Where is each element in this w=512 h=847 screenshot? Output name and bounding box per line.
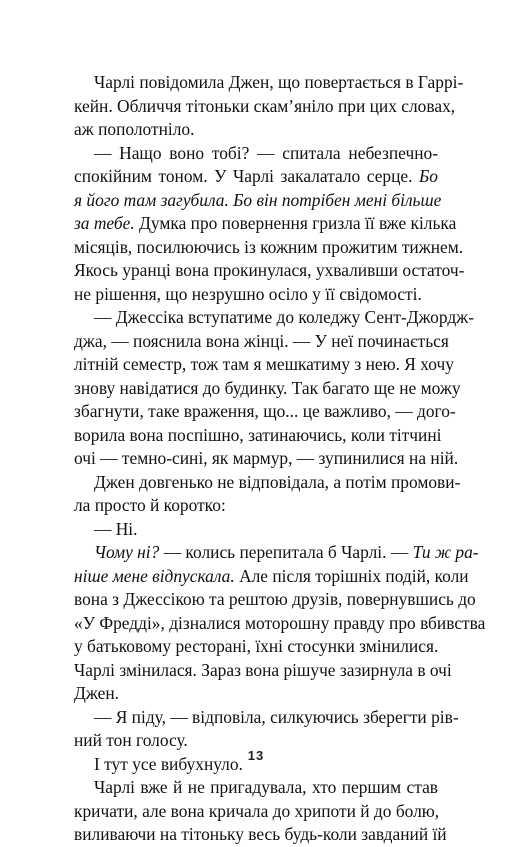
text-line	[74, 283, 438, 307]
line-text: літній семестр, тож там я мешкатиму з нею. Я хочу	[74, 354, 454, 374]
line-text: джа, — пояснила вона жінці. — У неї починається	[74, 330, 449, 351]
text-line	[74, 635, 438, 659]
text-line	[74, 494, 438, 518]
line-text: кричати, але вона кричала до хрипоти й до болю,	[74, 800, 440, 821]
line-text: Джен.	[74, 683, 120, 703]
text-line	[74, 612, 486, 636]
line-text: у батьковому ресторані, їхні стосунки змінилися.	[74, 636, 439, 656]
line-text: не рішення, що незрушно осіло у її свідомості.	[74, 283, 422, 304]
text-line	[74, 706, 459, 730]
text-line	[74, 518, 438, 542]
text-line	[74, 95, 456, 119]
text-line	[74, 776, 438, 800]
text-line	[74, 823, 447, 847]
line-text: І тут усе вибухнуло.	[94, 753, 243, 774]
text-line	[74, 400, 456, 424]
line-text: ворила вона поспішно, затинаючись, коли тітчині	[74, 424, 442, 445]
italic-text: я його там загубила. Бо він потрібен мені більше	[74, 189, 442, 210]
italic-text: Ти ж ра-	[412, 542, 479, 562]
line-text: спокійним тоном. У Чарлі закалатало серце.	[74, 166, 420, 186]
text-line	[74, 165, 438, 189]
page-number: 13	[247, 748, 265, 763]
line-text: збагнути, таке враження, що... це важливо, — дого-	[74, 401, 456, 421]
text-line	[74, 212, 457, 236]
text-line	[74, 588, 476, 612]
text-line	[74, 330, 449, 354]
line-text: вона з Джессікою та рештою друзів, повернувшись до	[74, 589, 476, 609]
body-text	[74, 71, 486, 847]
line-text: Чарлі вже й не пригадувала, хто першим став	[94, 777, 438, 797]
line-text: — Ні.	[94, 518, 138, 539]
text-line	[74, 682, 438, 706]
text-line	[74, 800, 438, 824]
line-text: місяців, посилюючись із кожним прожитим тижнем.	[74, 236, 464, 257]
text-line	[74, 189, 442, 213]
italic-text: за тебе.	[74, 213, 135, 233]
line-text: Якось уранці вона прокинулася, ухваливши остаточ-	[74, 260, 465, 280]
text-line	[74, 259, 465, 283]
italic-text: Бо	[419, 166, 438, 186]
line-text: кейн. Обличчя тітоньки скам’яніло при цих словах,	[74, 95, 456, 116]
line-text: ла просто й коротко:	[74, 495, 226, 515]
line-text: знову навідатися до будинку. Так багато ще не можу	[74, 377, 461, 398]
text-line	[74, 306, 474, 330]
line-text: «У Фредді», дізналися моторошну правду про вбивства	[74, 612, 486, 633]
text-line	[74, 377, 461, 401]
italic-text: ніше мене відпускала.	[74, 565, 235, 586]
line-text: виливаючи на тітоньку весь будь-коли завданий їй	[74, 824, 447, 844]
text-line	[74, 659, 452, 683]
text-line	[74, 142, 438, 166]
line-text: — колись перепитала б Чарлі. —	[159, 542, 413, 562]
text-line	[74, 471, 461, 495]
text-line	[74, 353, 454, 377]
line-text: Джен довгенько не відповідала, а потім промови-	[94, 471, 461, 492]
line-text: Чарлі повідомила Джен, що повертається в Гаррі-	[94, 72, 464, 92]
text-line	[74, 424, 442, 448]
line-text: аж пополотніло.	[74, 119, 195, 139]
line-text: — Я піду, — відповіла, силкуючись зберегти рів-	[94, 706, 459, 727]
text-line	[74, 118, 438, 142]
text-line	[74, 236, 464, 260]
text-line	[74, 71, 464, 95]
line-text: Чарлі змінилася. Зараз вона рішуче зазирнула в очі	[74, 659, 452, 680]
line-text: ний тон голосу.	[74, 730, 188, 750]
text-line	[74, 565, 469, 589]
text-line	[74, 447, 459, 471]
line-text: очі — темно-сині, як мармур, — зупинилися на ній.	[74, 448, 459, 468]
line-text: — Нащо воно тобі? — спитала небезпечно-	[94, 142, 438, 163]
text-line	[74, 541, 479, 565]
italic-text: Чому ні?	[94, 542, 160, 562]
line-text: Але після торішніх подій, коли	[234, 565, 469, 586]
line-text: — Джессіка вступатиме до коледжу Сент-Джордж-	[94, 307, 474, 327]
line-text: Думка про повернення гризла її вже кілька	[134, 213, 457, 233]
